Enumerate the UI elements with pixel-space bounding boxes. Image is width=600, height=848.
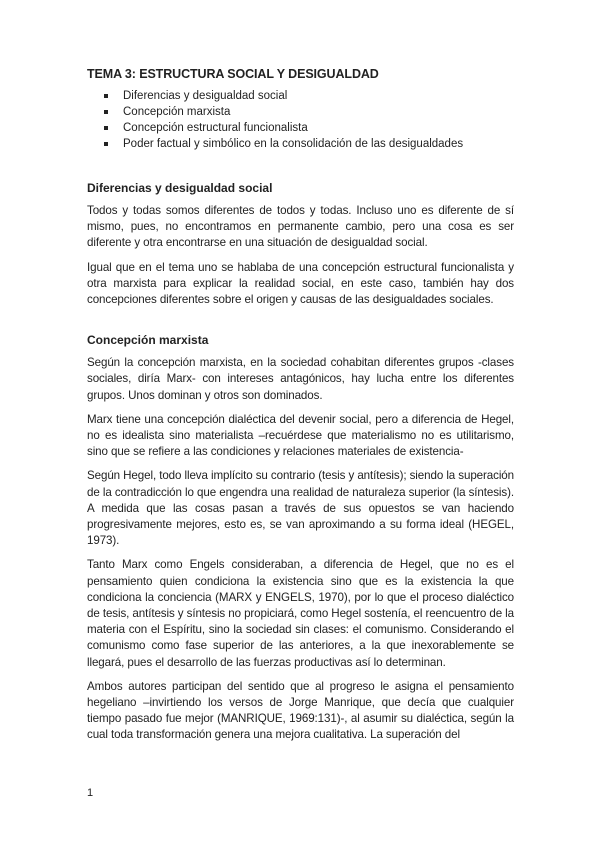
topic-item <box>104 88 514 104</box>
page-number: 1 <box>87 787 94 799</box>
topic-item <box>104 120 514 136</box>
topic-list <box>87 88 514 152</box>
topic-label: Concepción marxista <box>123 106 231 118</box>
paragraph: Igual que en el tema uno se hablaba de una concepción estructural funcionalista y otra marxista para explicar la realidad social, en este caso, también hay dos concepciones diferentes sobre el origen y causas de las desigualdades sociales. <box>87 260 514 307</box>
bullet-icon <box>104 94 108 98</box>
section-differences <box>87 180 514 308</box>
topic-item <box>104 104 514 120</box>
paragraph: Marx tiene una concepción dialéctica del devenir social, pero a diferencia de Hegel, no es idealista sino materialista –recuérdese que materialismo no es utilitarismo, sino que se refiere a las condiciones y relaciones materiales de existencia- <box>87 412 514 459</box>
document-page <box>87 66 514 752</box>
topic-label: Concepción estructural funcionalista <box>123 122 308 134</box>
paragraph: Todos y todas somos diferentes de todos y todas. Incluso uno es diferente de sí mismo, pues, no encontramos en permanente cambio, pero una cosa es ser diferente y otra encontrarse en una situación de desigualdad social. <box>87 204 514 250</box>
paragraph: Según Hegel, todo lleva implícito su contrario (tesis y antítesis); siendo la superación de la contradicción lo que engendra una realidad de naturaleza superior (la síntesis). A medida que las cosas pasan a través de sus opuestos se van haciendo progresivamente mejores, esto es, se van aproximando a su forma ideal (HEGEL, 1973). <box>87 469 514 548</box>
paragraph: Ambos autores participan del sentido que al progreso le asigna el pensamiento hegeliano –invirtiendo los versos de Jorge Manrique, que decía que cualquier tiempo pasado fue mejor (MANRIQUE, 1969:131)-, al asumir su dialéctica, según la cual toda transformación genera una mejora cualitativa. La superación del <box>87 679 514 742</box>
bullet-icon <box>104 142 108 146</box>
document-title: TEMA 3: ESTRUCTURA SOCIAL Y DESIGUALDAD <box>87 67 379 81</box>
section-heading: Diferencias y desigualdad social <box>87 181 273 195</box>
section-marxist <box>87 332 514 743</box>
topic-item <box>104 136 514 152</box>
bullet-icon <box>104 126 108 130</box>
bullet-icon <box>104 110 108 114</box>
topic-label: Diferencias y desigualdad social <box>123 90 288 102</box>
paragraph: Según la concepción marxista, en la sociedad cohabitan diferentes grupos -clases sociales, diría Marx- con intereses antagónicos, hay lucha entre los diferentes grupos. Unos dominan y otros son dominados. <box>87 356 514 402</box>
paragraph: Tanto Marx como Engels consideraban, a diferencia de Hegel, que no es el pensamiento quien condiciona la existencia sino que es la existencia la que condiciona la conciencia (MARX y ENGELS, 1970), por lo que el proceso dialéctico de tesis, antítesis y síntesis no propiciará, como Hegel sostenía, el reencuentro de la materia con el Espíritu, sino la sociedad sin clases: el comunismo. Considerando el comunismo como fase superior de las anteriores, a la que inexorablemente se llegará, pues el desarrollo de las fuerzas productivas así lo determinan. <box>87 558 514 669</box>
section-heading: Concepción marxista <box>87 333 209 348</box>
topic-label: Poder factual y simbólico en la consolidación de las desigualdades <box>123 138 464 150</box>
